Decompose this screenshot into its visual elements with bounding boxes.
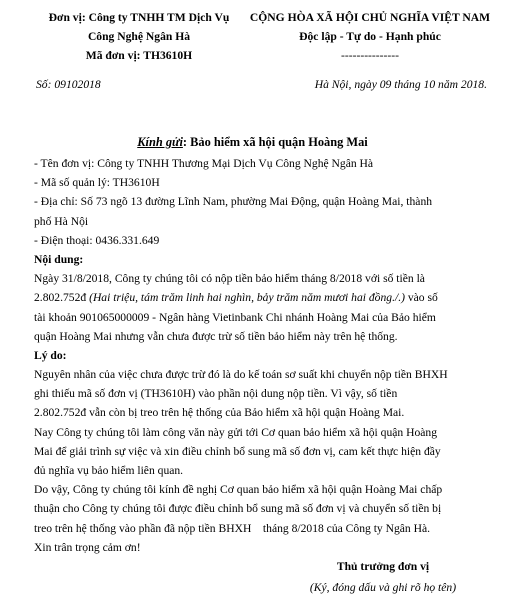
sender-unit-cont: Công Nghệ Ngân Hà (87, 30, 191, 43)
reason-line-6: đủ nghĩa vụ bảo hiểm liên quan. (34, 464, 184, 477)
recipient-line (0, 136, 505, 148)
management-code: - Mã số quản lý: TH3610H (34, 176, 160, 190)
reason-line-9: treo trên hệ thống vào phần đã nộp tiền BHXH tháng 8/2018 của Công ty Ngân Hà. (34, 521, 431, 535)
national-header (244, 12, 496, 69)
reason-line-7: Do vậy, Công ty chúng tôi kính đề nghị Cơ quan bảo hiểm xã hội quận Hoàng Mai chấp (34, 483, 443, 497)
content-line-2 (34, 292, 492, 311)
reason-line-4: Nay Công ty chúng tôi làm công văn này gửi tới Cơ quan bảo hiểm xã hội quận Hoàng (34, 425, 438, 439)
letter-body (34, 158, 492, 561)
document-number: Số: 09102018 (36, 78, 101, 91)
sender-unit: Đơn vị: Công ty TNHH TM Dịch Vụ (48, 11, 230, 24)
reason-line-2: ghi thiếu mã số đơn vị (TH3610H) vào phần nội dung nộp tiền. Vì vậy, số tiền (34, 387, 398, 401)
reason-line-3: 2.802.752đ vẫn còn bị treo trên hệ thống của Bảo hiểm xã hội quận Hoàng Mai. (34, 406, 405, 420)
reason-line-5: Mai để giải trình sự việc và xin điều chỉnh bổ sung mã số đơn vị, cam kết thực hiện đầy (34, 444, 441, 458)
payment-amount: 2.802.752đ (34, 291, 90, 305)
document-date: Hà Nội, ngày 09 tháng 10 năm 2018. (314, 78, 487, 91)
phone: - Điện thoại: 0436.331.649 (34, 233, 160, 247)
recipient-label: Kính gửi (137, 135, 183, 149)
recipient-name: : Bảo hiểm xã hội quận Hoàng Mai (182, 135, 368, 149)
address-line-2: phố Hà Nội (34, 214, 89, 228)
reason-line-1: Nguyên nhân của việc chưa được trừ đó là do kế toán sơ suất khi chuyển nộp tiền BHXH (34, 368, 448, 382)
signature-title: Thủ trưởng đơn vị (336, 560, 430, 573)
closing-thanks: Xin trân trọng cảm ơn! (34, 540, 141, 554)
national-title: CỘNG HÒA XÃ HỘI CHỦ NGHĨA VIỆT NAM (249, 11, 491, 24)
amount-in-words: (Hai triệu, tám trăm linh hai nghìn, bảy trăm năm mươi hai đồng./.) (89, 291, 405, 305)
header-divider: --------------- (341, 49, 399, 62)
reason-heading: Lý do: (34, 348, 67, 362)
content-line-2-end: vào số (404, 291, 438, 305)
national-motto: Độc lập - Tự do - Hạnh phúc (299, 30, 441, 43)
content-heading: Nội dung: (34, 252, 84, 266)
signature-note: (Ký, đóng dấu và ghi rõ họ tên) (309, 581, 457, 594)
sender-block (34, 12, 244, 69)
unit-name: - Tên đơn vị: Công ty TNHH Thương Mại Dịch Vụ Công Nghệ Ngân Hà (34, 157, 374, 170)
content-line-1: Ngày 31/8/2018, Công ty chúng tôi có nộp tiền bảo hiểm tháng 8/2018 với số tiền là (34, 272, 425, 286)
sender-code: Mã đơn vị: TH3610H (85, 49, 193, 62)
content-line-4: quận Hoàng Mai nhưng vẫn chưa được trừ số tiền bảo hiểm này trên hệ thống. (34, 329, 398, 343)
reason-line-8: thuận cho Công ty chúng tôi được điều chỉnh bổ sung mã số đơn vị và chuyển số tiền bị (34, 502, 442, 516)
address-line-1: - Địa chỉ: Số 73 ngõ 13 đường Lĩnh Nam, phường Mai Động, quận Hoàng Mai, thành (34, 195, 433, 209)
content-line-3: tài khoản 901065000009 - Ngân hàng Vietinbank Chi nhánh Hoàng Mai của Bảo hiểm (34, 310, 436, 324)
